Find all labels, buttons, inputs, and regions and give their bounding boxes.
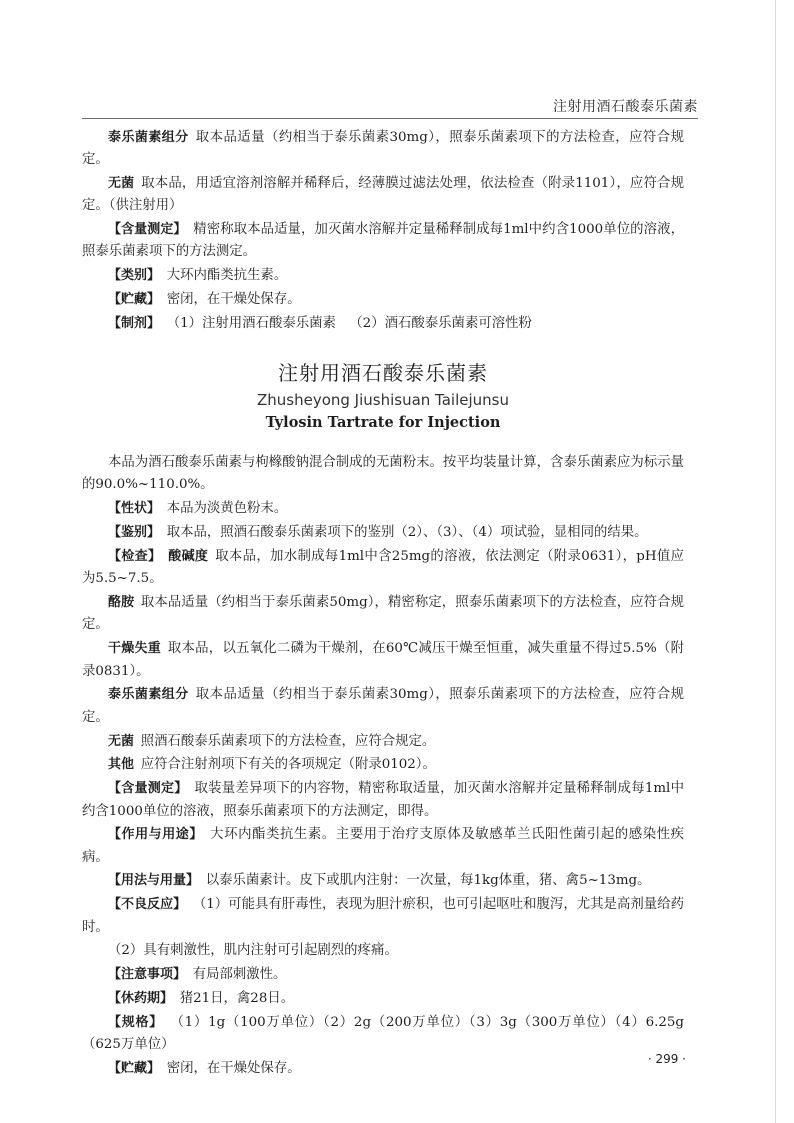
section-label: 【含量测定】	[108, 781, 188, 797]
subsection-label: 其他	[108, 757, 135, 773]
subsection-label: 酪胺	[108, 595, 135, 611]
dosage-section	[82, 870, 684, 892]
character-section	[82, 498, 684, 520]
section-label: 【不良反应】	[108, 897, 187, 913]
monograph-intro: 本品为酒石酸泰乐菌素与枸橼酸钠混合制成的无菌粉末。按平均装量计算，含泰乐菌素应为标示量的90.0%~110.0%。	[82, 455, 684, 493]
subsection-label: 酸碱度	[167, 549, 209, 565]
monograph-title-cn: 注射用酒石酸泰乐菌素	[278, 361, 488, 386]
section-text: 取装量差异项下的内容物，精密称取适量，加灭菌水溶解并定量稀释制成每1ml中约含1000单位的溶液，照泰乐菌素项下的方法测定，即得。	[82, 781, 684, 819]
monograph-title-pinyin: Zhusheyong Jiushisuan Tailejunsu	[256, 391, 509, 410]
section-label: 【作用与用途】	[108, 827, 203, 843]
preparation-item: （2）酒石酸泰乐菌素可溶性粉	[349, 316, 532, 332]
section-text: 密闭，在干燥处保存。	[166, 292, 301, 308]
tests-other	[82, 754, 684, 776]
header-rule	[82, 118, 698, 119]
section-label: 【注意事项】	[108, 967, 187, 983]
precautions-section	[82, 964, 684, 986]
monograph-title-en: Tylosin Tartrate for Injection	[265, 414, 501, 432]
section-text: 照酒石酸泰乐菌素项下的方法检查，应符合规定。	[140, 733, 436, 749]
prev-assay	[82, 219, 684, 263]
section-label: 【类别】	[108, 268, 161, 284]
section-text: 密闭，在干燥处保存。	[166, 1061, 301, 1077]
storage-section	[82, 1058, 684, 1080]
assay-section	[82, 778, 684, 822]
adverse-section-2: （2）具有刺激性，肌内注射可引起剧烈的疼痛。	[108, 943, 398, 959]
section-text: 取本品适量（约相当于泰乐菌素30mg），照泰乐菌素项下的方法检查，应符合规定。	[82, 130, 684, 168]
section-label: 【含量测定】	[108, 222, 187, 238]
identification-section	[82, 522, 684, 544]
subsection-label: 泰乐菌素组分	[108, 687, 189, 703]
section-text: 大环内酯类抗生素。主要用于治疗支原体及敏感革兰氏阳性菌引起的感染性疾病。	[82, 827, 684, 865]
adverse-section	[82, 894, 684, 938]
specs-section	[82, 1012, 684, 1056]
section-text: 取本品，照酒石酸泰乐菌素项下的鉴别（2）、（3）、（4）项试验，显相同的结果。	[166, 525, 648, 541]
withdrawal-section	[82, 988, 684, 1010]
running-header-title: 注射用酒石酸泰乐菌素	[553, 99, 698, 115]
section-text: 应符合注射剂项下有关的各项规定（附录0102）。	[140, 757, 436, 773]
section-label: 【制剂】	[108, 316, 161, 332]
section-text: 精密称取本品适量，加灭菌水溶解并定量稀释制成每1ml中约含1000单位的溶液，照泰乐菌素项下的方法测定。	[82, 222, 684, 260]
section-text: 取本品适量（约相当于泰乐菌素30mg），照泰乐菌素项下的方法检查，应符合规定。	[82, 687, 684, 725]
section-label: 无菌	[108, 176, 135, 192]
subsection-label: 无菌	[108, 733, 135, 749]
prev-tylosin-components	[82, 127, 684, 171]
section-text: 取本品，加水制成每1ml中含25mg的溶液，依法测定（附录0631），pH值应为5.5~7.5。	[82, 549, 684, 587]
preparation-item: （1）注射用酒石酸泰乐菌素	[166, 316, 336, 332]
section-label: 【鉴别】	[108, 525, 161, 541]
tests-acidity	[82, 546, 684, 590]
tests-loss-on-drying	[82, 638, 684, 682]
subsection-label: 干燥失重	[108, 641, 161, 657]
action-section	[82, 824, 684, 868]
page-content	[82, 127, 684, 1080]
section-label: 【规格】	[108, 1015, 164, 1031]
prev-sterility	[82, 173, 684, 217]
section-label: 【贮藏】	[108, 292, 161, 308]
tests-tyramine	[82, 592, 684, 636]
section-label: 泰乐菌素组分	[108, 130, 189, 145]
section-text: 有局部刺激性。	[192, 967, 287, 983]
section-text: 取本品，用适宜溶剂溶解并稀释后，经薄膜过滤法处理，依法检查（附录1101），应符合规定。（供注射用）	[82, 176, 684, 214]
section-text: 取本品，以五氧化二磷为干燥剂，在60℃减压干燥至恒重，减失重量不得过5.5%（附录0831）。	[82, 641, 684, 679]
section-text: 取本品适量（约相当于泰乐菌素50mg），精密称定，照泰乐菌素项下的方法检查，应符合规定。	[82, 595, 684, 633]
section-label: 【贮藏】	[108, 1061, 161, 1077]
prev-category	[82, 265, 684, 287]
section-text: 猪21日，禽28日。	[179, 991, 295, 1007]
prev-preparations	[82, 313, 684, 335]
section-text: 以泰乐菌素计。皮下或肌内注射：一次量，每1kg体重，猪、禽5~13mg。	[205, 873, 651, 889]
page-edge-line	[775, 0, 776, 1123]
section-text: （1）可能具有肝毒性，表现为胆汁瘀积，也可引起呕吐和腹泻，尤其是高剂量给药时。	[82, 897, 684, 935]
page-number: · 299 ·	[647, 1052, 686, 1066]
section-label: 【休药期】	[108, 991, 174, 1007]
section-text: 大环内酯类抗生素。	[166, 268, 288, 284]
section-label: 【检查】	[108, 549, 162, 565]
section-text: （1）1g（100万单位）（2）2g（200万单位）（3）3g（300万单位）（4）6.25g（625万单位）	[82, 1015, 684, 1053]
prev-storage	[82, 289, 684, 311]
section-label: 【性状】	[108, 501, 161, 517]
tests-components	[82, 684, 684, 728]
section-label: 【用法与用量】	[108, 873, 200, 889]
tests-sterility	[82, 731, 684, 753]
section-text: 本品为淡黄色粉末。	[166, 501, 288, 517]
